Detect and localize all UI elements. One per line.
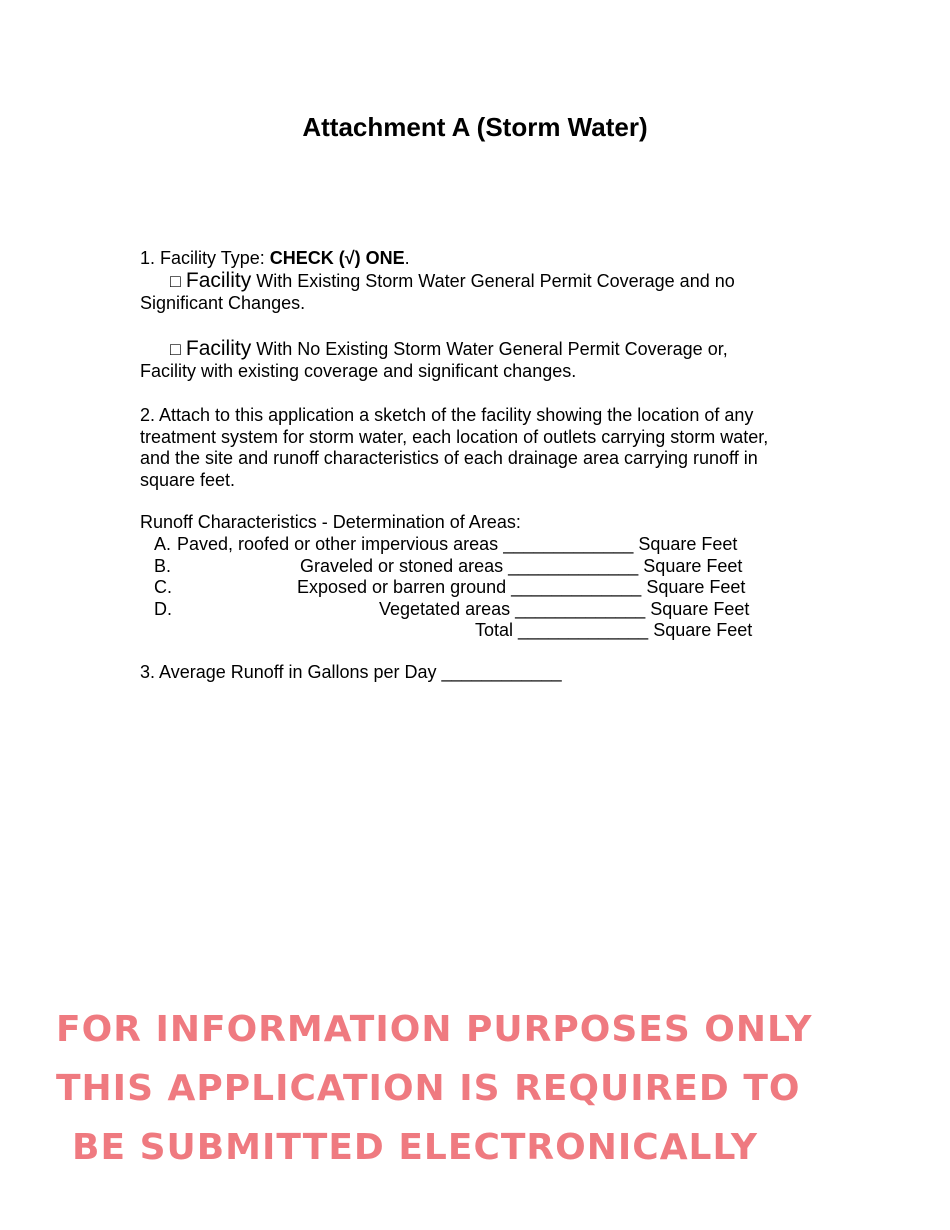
runoff-row-letter: A.	[154, 534, 172, 554]
runoff-row-letter: D.	[154, 598, 172, 619]
runoff-row-fill[interactable]	[300, 556, 742, 578]
checkbox-existing-coverage[interactable]: □	[170, 271, 186, 291]
runoff-row-a	[140, 534, 780, 556]
facility-type-prefix: 1. Facility Type:	[140, 248, 270, 268]
runoff-row-c	[140, 577, 780, 599]
watermark-line-3: BE SUBMITTED ELECTRONICALLY	[72, 1127, 758, 1168]
runoff-row-desc: Total	[475, 620, 514, 640]
runoff-row-blank[interactable]: _____________	[503, 534, 634, 554]
runoff-row-blank[interactable]: _____________	[511, 577, 642, 597]
runoff-row-fill[interactable]	[177, 534, 737, 556]
facility-type-label	[140, 248, 820, 270]
runoff-row-blank[interactable]: _____________	[515, 598, 646, 619]
sketch-instructions: 2. Attach to this application a sketch of the facility showing the location of any treatment system for storm water, each location of outlets carrying storm water, and the site and runoff characteristics of each drainage area carrying runoff in square feet.	[140, 405, 769, 490]
runoff-row-desc: Exposed or barren ground	[297, 577, 507, 597]
runoff-row-b	[140, 556, 780, 578]
average-runoff-field[interactable]: 3. Average Runoff in Gallons per Day ____________	[140, 662, 562, 682]
watermark-line-1: FOR INFORMATION PURPOSES ONLY	[56, 1009, 813, 1050]
facility-type-instruction: CHECK (√) ONE	[269, 248, 405, 268]
runoff-row-unit: Square Feet	[653, 620, 753, 640]
option-existing-lead: Facility	[185, 269, 252, 292]
runoff-row-fill[interactable]	[475, 620, 752, 642]
option-existing-text-1: With Existing Storm Water General Permit Coverage and no	[251, 271, 735, 291]
runoff-row-fill[interactable]	[379, 599, 749, 621]
runoff-table	[140, 534, 780, 642]
watermark-line-2: THIS APPLICATION IS REQUIRED TO	[56, 1068, 801, 1109]
runoff-row-d	[140, 599, 780, 621]
facility-option-no-existing	[140, 338, 820, 382]
runoff-row-blank[interactable]: _____________	[508, 555, 639, 576]
facility-type-suffix: .	[404, 248, 410, 268]
option-no-existing-text-2: Facility with existing coverage and significant changes.	[140, 360, 577, 381]
facility-option-existing	[140, 270, 820, 314]
runoff-row-desc: Paved, roofed or other impervious areas	[177, 534, 499, 554]
runoff-row-unit: Square Feet	[638, 534, 738, 554]
runoff-row-letter: C.	[154, 577, 172, 597]
runoff-row-total	[140, 620, 780, 642]
runoff-row-desc: Graveled or stoned areas	[300, 555, 504, 576]
checkbox-no-existing-coverage[interactable]: □	[170, 339, 186, 359]
runoff-heading: Runoff Characteristics - Determination of Areas:	[140, 512, 521, 532]
option-no-existing-text-1: With No Existing Storm Water General Permit Coverage or,	[251, 339, 728, 359]
runoff-row-letter: B.	[154, 555, 172, 576]
option-existing-text-2: Significant Changes.	[140, 292, 306, 313]
option-no-existing-lead: Facility	[185, 337, 252, 360]
page-title: Attachment A (Storm Water)	[302, 112, 648, 142]
runoff-row-unit: Square Feet	[643, 555, 743, 576]
runoff-row-blank[interactable]: _____________	[518, 620, 649, 640]
runoff-row-desc: Vegetated areas	[379, 598, 511, 619]
runoff-row-fill[interactable]	[297, 577, 745, 599]
runoff-row-unit: Square Feet	[650, 598, 750, 619]
runoff-row-unit: Square Feet	[646, 577, 746, 597]
